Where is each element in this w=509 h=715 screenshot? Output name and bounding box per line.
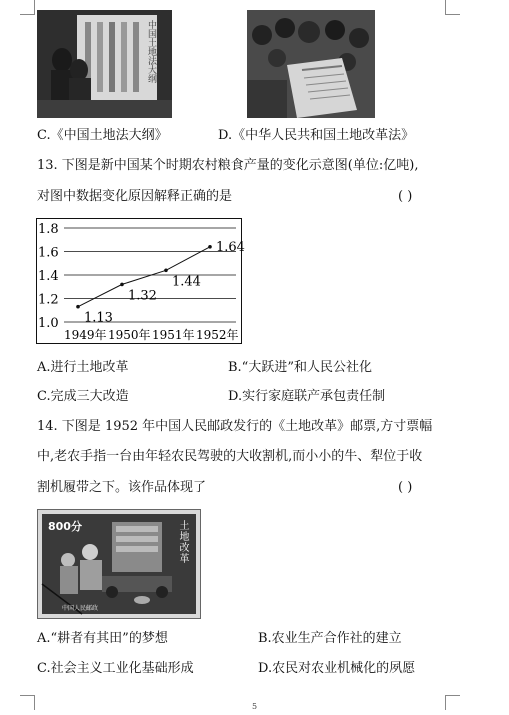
data-point: [76, 305, 80, 309]
option-c-13: C.完成三大改造: [37, 389, 129, 404]
q14-answer-paren: ( ): [398, 480, 413, 495]
photo-land-reform-law: [247, 10, 375, 118]
x-tick-label: 1949年: [64, 328, 107, 342]
option-b-13: B.“大跃进”和人民公社化: [228, 360, 372, 375]
photo-land-law-outline: [37, 10, 172, 118]
option-a-13: A.进行土地改革: [37, 360, 129, 375]
q13-answer-paren: ( ): [398, 189, 413, 204]
chart-frame: [37, 219, 242, 344]
page-number: 5: [251, 702, 258, 711]
photo-crowd-scene: [247, 10, 375, 118]
data-label: 1.44: [172, 274, 201, 290]
y-tick-label: 1.0: [38, 316, 59, 331]
data-point: [208, 245, 212, 249]
x-tick-label: 1950年: [108, 328, 151, 342]
option-a-14: A.“耕者有其田”的梦想: [37, 631, 168, 646]
y-tick-label: 1.2: [38, 292, 59, 308]
stamp-title: 土地改革: [177, 520, 188, 564]
y-tick-label: 1.6: [38, 245, 59, 261]
option-d-13: D.实行家庭联产承包责任制: [228, 389, 386, 404]
corner-mark-top-right: [445, 0, 460, 15]
corner-mark-top-left: [20, 0, 35, 15]
data-point: [120, 283, 124, 287]
x-tick-label: 1952年: [196, 328, 239, 342]
data-label: 1.32: [128, 288, 157, 304]
q14-stem-line2: 中,老农手指一台由年轻农民驾驶的大收割机,而小小的牛、犁位于收: [37, 449, 423, 464]
option-c-12: C.《中国土地法大纲》: [37, 128, 168, 143]
data-label: 1.64: [216, 239, 245, 255]
option-d-12: D.《中华人民共和国土地改革法》: [218, 128, 415, 143]
option-b-14: B.农业生产合作社的建立: [258, 631, 402, 646]
photo-inscription: 中国土地法大纲: [146, 20, 156, 83]
x-tick-label: 1951年: [152, 328, 195, 342]
land-reform-stamp: [38, 510, 200, 618]
data-label: 1.13: [84, 310, 113, 326]
stamp-denomination: 800分: [48, 520, 82, 533]
stamp-issuer: 中国人民邮政: [62, 605, 99, 612]
option-c-14: C.社会主义工业化基础形成: [37, 661, 194, 676]
data-point: [164, 269, 168, 273]
q14-stem-line3: 割机履带之下。该作品体现了: [37, 480, 207, 495]
option-d-14: D.农民对农业机械化的夙愿: [258, 661, 416, 676]
q13-stem-line1: 13. 下图是新中国某个时期农村粮食产量的变化示意图(单位:亿吨),: [37, 158, 419, 173]
y-tick-label: 1.4: [38, 269, 59, 284]
q13-stem-line2: 对图中数据变化原因解释正确的是: [37, 189, 233, 204]
y-tick-label: 1.8: [38, 222, 59, 237]
q14-stem-line1: 14. 下图是 1952 年中国人民邮政发行的《土地改革》邮票,方寸票幅: [37, 419, 433, 434]
grain-output-chart: [36, 218, 245, 344]
